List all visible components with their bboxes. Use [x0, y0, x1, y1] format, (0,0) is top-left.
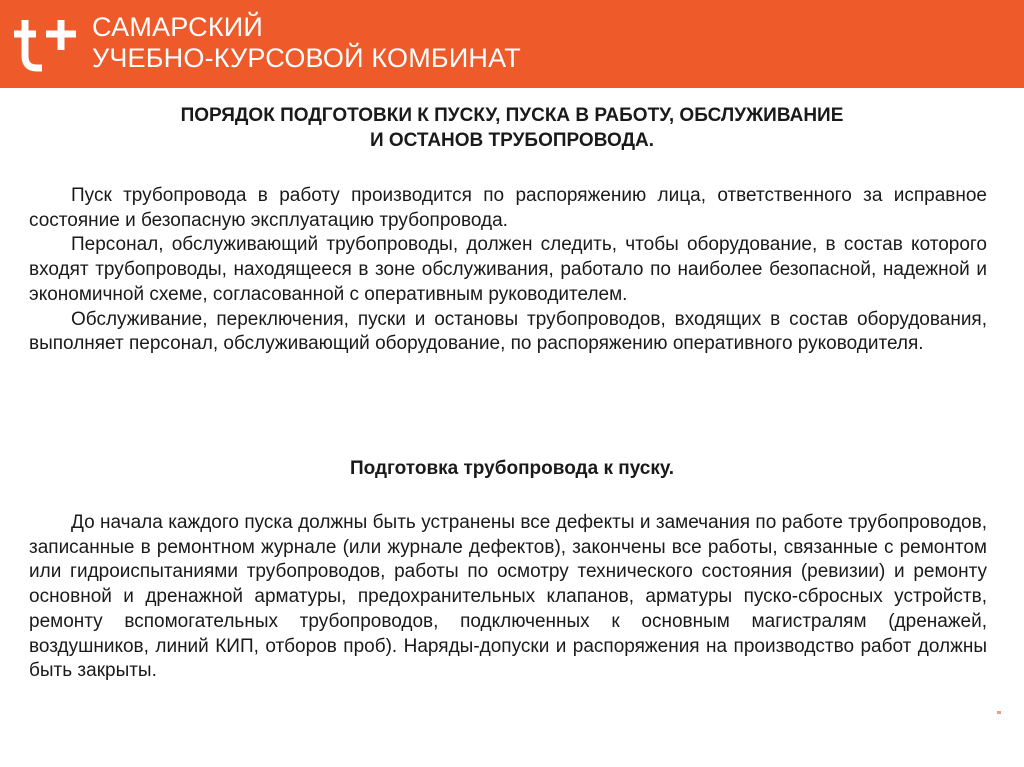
corner-mark [997, 711, 1001, 714]
tt-logo-icon [10, 14, 80, 76]
paragraph: Обслуживание, переключения, пуски и остановы трубопроводов, входящих в состав оборудования, выполняет персонал, обслуживающий оборудование, по распоряжению оперативного руководителя. [29, 308, 987, 355]
slide-title [40, 103, 984, 153]
paragraph: До начала каждого пуска должны быть устранены все дефекты и замечания по работе трубопроводов, записанные в ремонтном журнале (или журнале дефектов), закончены все работы, связанные с ремонтом или гидроиспытаниями трубопроводов, работы по осмотру технического состояния (ревизии) и ремонту основной и дренажной арматуры, предохранительных клапанов, арматуры пуско-сбросных устройств, ремонту вспомогательных трубопроводов, подключенных к основным магистралям (дренажей, воздушников, линий КИП, отборов проб). Наряды-допуски и распоряжения на производство работ должны быть закрыты. [29, 512, 987, 682]
intro-text-block [29, 184, 987, 357]
header-bar [0, 0, 1024, 88]
paragraph: Пуск трубопровода в работу производится по распоряжению лица, ответственного за исправное состояние и безопасную эксплуатацию трубопровода. [29, 185, 987, 231]
section-subheading: Подготовка трубопровода к пуску. [349, 458, 675, 479]
preparation-text-block [29, 511, 987, 684]
slide-title-line-2: И ОСТАНОВ ТРУБОПРОВОДА. [369, 130, 655, 151]
brand-line-2: УЧЕБНО-КУРСОВОЙ КОМБИНАТ [92, 43, 521, 73]
paragraph: Персонал, обслуживающий трубопроводы, должен следить, чтобы оборудование, в состав которого входят трубопроводы, находящееся в зоне обслуживания, работало по наиболее безопасной, надежной и экономичной схеме, согласованной с оперативным руководителем. [29, 234, 987, 305]
brand-line-1: САМАРСКИЙ [92, 12, 263, 42]
slide-title-line-1: ПОРЯДОК ПОДГОТОВКИ К ПУСКУ, ПУСКА В РАБОТУ, ОБСЛУЖИВАНИЕ [180, 105, 844, 126]
brand-name [92, 12, 521, 74]
